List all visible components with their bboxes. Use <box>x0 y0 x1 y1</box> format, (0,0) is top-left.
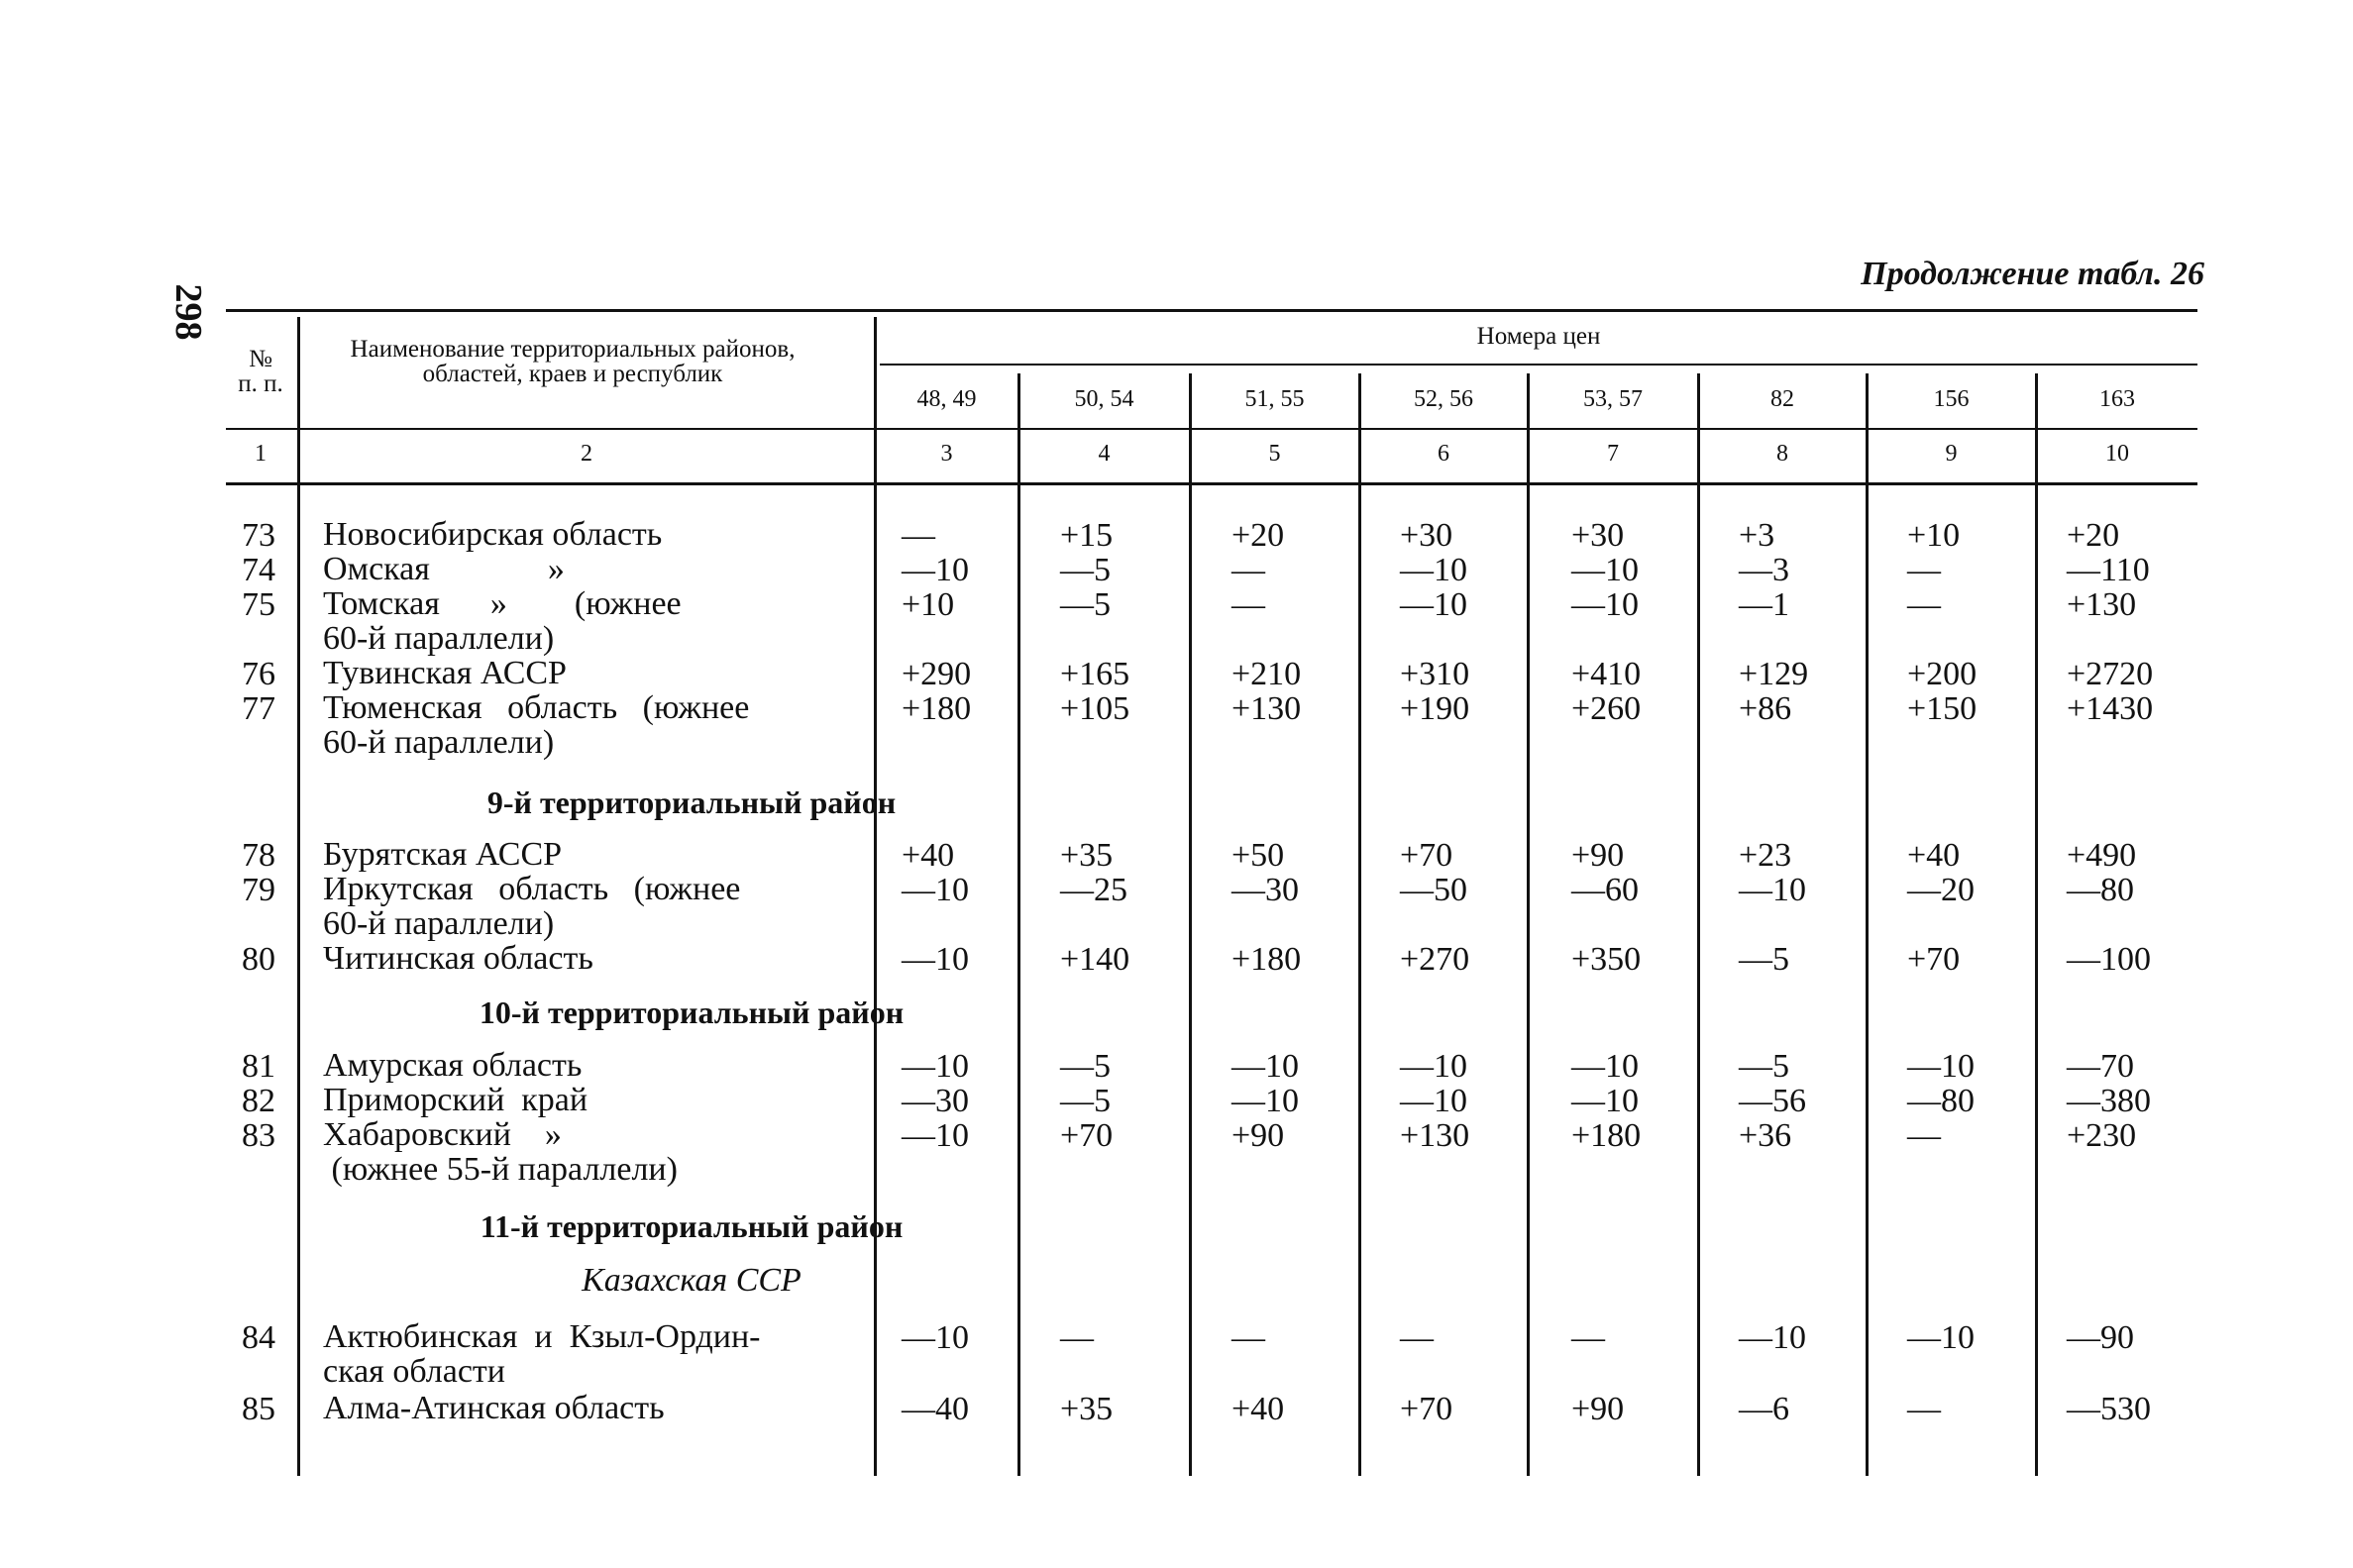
header-price-col: 82 <box>1770 386 1794 412</box>
price-change-value: +129 <box>1739 656 1809 692</box>
territorial-district-heading: 11-й территориальный район <box>480 1208 904 1244</box>
price-change-value: +15 <box>1060 517 1114 554</box>
price-change-value: —3 <box>1739 552 1789 588</box>
price-change-value: +3 <box>1739 517 1775 554</box>
region-name-line: Алма-Атинская область <box>323 1390 665 1426</box>
price-change-value: —10 <box>1907 1319 1975 1356</box>
price-change-value: —10 <box>1400 1083 1467 1119</box>
price-change-value: —10 <box>1571 1048 1639 1085</box>
price-change-value: +2720 <box>2067 656 2154 692</box>
price-change-value: +130 <box>2067 586 2137 623</box>
region-name-line: Амурская область <box>323 1047 583 1084</box>
price-change-value: —100 <box>2067 941 2151 978</box>
price-change-value: +180 <box>1231 941 1302 978</box>
price-change-value: +310 <box>1400 656 1470 692</box>
column-index: 5 <box>1268 441 1281 467</box>
col-divider <box>1358 373 1361 1476</box>
price-change-value: — <box>1231 586 1265 623</box>
region-name-line: Тюменская область (южнее <box>323 689 750 726</box>
price-change-value: —1 <box>1739 586 1789 623</box>
region-name-line: Читинская область <box>323 940 593 977</box>
price-change-value: —530 <box>2067 1391 2151 1427</box>
row-number: 73 <box>242 517 275 554</box>
price-change-value: +270 <box>1400 941 1470 978</box>
header-price-col: 52, 56 <box>1414 386 1473 412</box>
index-bottom-rule <box>226 482 2197 485</box>
price-change-value: —10 <box>1571 586 1639 623</box>
region-name <box>323 586 858 656</box>
price-change-value: +23 <box>1739 837 1792 874</box>
price-change-value: +190 <box>1400 690 1470 727</box>
price-change-value: —56 <box>1739 1083 1806 1119</box>
region-name-line: Тувинская АССР <box>323 655 567 691</box>
price-change-value: +230 <box>2067 1117 2137 1154</box>
price-change-value: —10 <box>902 872 969 908</box>
row-number: 76 <box>242 656 275 692</box>
row-number: 77 <box>242 690 275 727</box>
region-name <box>323 1048 858 1083</box>
price-change-value: +36 <box>1739 1117 1792 1154</box>
header-price-col: 51, 55 <box>1244 386 1305 412</box>
price-change-value: — <box>1231 1319 1265 1356</box>
price-change-value: — <box>902 517 935 554</box>
row-number: 81 <box>242 1048 275 1085</box>
header-price-col: 156 <box>1933 386 1970 412</box>
price-change-value: —5 <box>1739 1048 1789 1085</box>
header-price-col: 163 <box>2099 386 2135 412</box>
header-bottom-rule <box>226 428 2197 430</box>
price-change-value: +140 <box>1060 941 1130 978</box>
row-number: 85 <box>242 1391 275 1427</box>
price-change-value: +105 <box>1060 690 1130 727</box>
price-change-value: —10 <box>1400 552 1467 588</box>
price-change-value: — <box>1571 1319 1605 1356</box>
region-name-line: Актюбинская и Кзыл-Ордин- <box>323 1318 761 1355</box>
price-change-value: +20 <box>1231 517 1285 554</box>
region-name <box>323 1319 858 1389</box>
price-change-value: — <box>1231 552 1265 588</box>
header-row-number: № п. п. <box>238 346 283 397</box>
region-name-line: Хабаровский » <box>323 1116 562 1153</box>
col-divider <box>1189 373 1192 1476</box>
price-header-rule <box>880 364 2197 366</box>
price-change-value: —10 <box>1571 1083 1639 1119</box>
price-change-value: +490 <box>2067 837 2137 874</box>
region-name-line: Иркутская область (южнее <box>323 871 741 907</box>
region-name-line: 60-й параллели) <box>323 905 555 942</box>
territorial-district-heading: 10-й территориальный район <box>479 994 905 1030</box>
price-change-value: +40 <box>1231 1391 1285 1427</box>
price-change-value: +86 <box>1739 690 1792 727</box>
price-change-value: — <box>1060 1319 1094 1356</box>
header-price-col: 50, 54 <box>1074 386 1134 412</box>
price-change-value: —110 <box>2067 552 2150 588</box>
price-change-value: —6 <box>1739 1391 1789 1427</box>
price-change-value: —380 <box>2067 1083 2151 1119</box>
price-change-value: —5 <box>1060 1048 1111 1085</box>
region-name-line: Бурятская АССР <box>323 836 563 873</box>
column-index: 8 <box>1776 441 1788 467</box>
price-change-value: +130 <box>1400 1117 1470 1154</box>
col-divider <box>1866 373 1869 1476</box>
price-change-value: —80 <box>1907 1083 1975 1119</box>
row-number: 80 <box>242 941 275 978</box>
col-divider <box>1697 373 1700 1476</box>
header-price-col: 48, 49 <box>916 386 977 412</box>
column-index: 7 <box>1607 441 1619 467</box>
region-name <box>323 1391 858 1425</box>
price-change-value: +70 <box>1400 837 1453 874</box>
price-change-value: —10 <box>1739 872 1806 908</box>
price-change-value: —10 <box>1231 1083 1299 1119</box>
price-change-value: — <box>1400 1319 1434 1356</box>
region-name <box>323 837 858 872</box>
price-change-value: +30 <box>1400 517 1453 554</box>
price-change-value: +410 <box>1571 656 1642 692</box>
region-name <box>323 941 858 976</box>
price-change-value: —10 <box>1400 586 1467 623</box>
region-name-line: ская области <box>323 1353 505 1390</box>
price-change-value: +350 <box>1571 941 1642 978</box>
price-change-value: —10 <box>1231 1048 1299 1085</box>
column-index: 4 <box>1098 441 1111 467</box>
region-name <box>323 1117 858 1187</box>
region-name-line: 60-й параллели) <box>323 724 555 761</box>
region-name-line: Томская » (южнее <box>323 585 682 622</box>
price-change-value: — <box>1907 586 1941 623</box>
col-divider <box>874 317 877 1476</box>
column-index: 3 <box>940 441 953 467</box>
region-name-line: (южнее 55-й параллели) <box>323 1151 678 1188</box>
col-divider <box>1017 373 1020 1476</box>
price-change-value: +70 <box>1400 1391 1453 1427</box>
price-change-value: —10 <box>902 552 969 588</box>
col-divider <box>1527 373 1530 1476</box>
price-change-value: +50 <box>1231 837 1285 874</box>
price-change-value: —90 <box>2067 1319 2134 1356</box>
table-continuation-caption: Продолжение табл. 26 <box>1861 256 2204 292</box>
header-region-name: Наименование территориальных районов, областей, краев и республик <box>350 336 796 387</box>
region-name <box>323 656 858 690</box>
price-change-value: —60 <box>1571 872 1639 908</box>
price-change-value: —50 <box>1400 872 1467 908</box>
republic-subheading: Казахская ССР <box>582 1262 802 1299</box>
price-change-value: —5 <box>1060 586 1111 623</box>
top-rule <box>226 309 2197 312</box>
region-name <box>323 517 858 552</box>
price-change-value: —5 <box>1060 1083 1111 1119</box>
row-number: 84 <box>242 1319 275 1356</box>
row-number: 82 <box>242 1083 275 1119</box>
region-name-line: Новосибирская область <box>323 516 663 553</box>
price-change-value: +40 <box>1907 837 1961 874</box>
price-change-value: — <box>1907 1391 1941 1427</box>
region-name <box>323 552 858 586</box>
price-change-value: —10 <box>1907 1048 1975 1085</box>
price-change-value: —30 <box>902 1083 969 1119</box>
row-number: 83 <box>242 1117 275 1154</box>
price-change-value: —25 <box>1060 872 1127 908</box>
price-change-value: — <box>1907 552 1941 588</box>
region-name <box>323 872 858 941</box>
price-change-value: +10 <box>1907 517 1961 554</box>
price-change-value: +130 <box>1231 690 1302 727</box>
price-change-value: +30 <box>1571 517 1625 554</box>
price-change-value: +90 <box>1571 1391 1625 1427</box>
price-change-value: +90 <box>1571 837 1625 874</box>
price-change-value: +1430 <box>2067 690 2154 727</box>
price-change-value: —10 <box>902 1117 969 1154</box>
price-change-value: —5 <box>1739 941 1789 978</box>
price-change-value: —70 <box>2067 1048 2134 1085</box>
column-index: 10 <box>2105 441 2129 467</box>
region-name-line: Приморский край <box>323 1082 588 1118</box>
region-name <box>323 690 858 760</box>
price-change-value: +210 <box>1231 656 1302 692</box>
row-number: 75 <box>242 586 275 623</box>
row-number: 74 <box>242 552 275 588</box>
page-number: 298 <box>167 283 209 341</box>
price-change-value: +10 <box>902 586 955 623</box>
region-name-line: Омская » <box>323 551 565 587</box>
price-change-value: +20 <box>2067 517 2120 554</box>
price-change-value: —20 <box>1907 872 1975 908</box>
price-change-value: —10 <box>1571 552 1639 588</box>
price-change-value: +70 <box>1060 1117 1114 1154</box>
column-index: 1 <box>255 441 267 467</box>
price-change-value: +35 <box>1060 837 1114 874</box>
price-change-value: +290 <box>902 656 972 692</box>
price-change-value: —30 <box>1231 872 1299 908</box>
price-change-value: +90 <box>1231 1117 1285 1154</box>
price-change-value: +70 <box>1907 941 1961 978</box>
price-change-value: —10 <box>1400 1048 1467 1085</box>
price-change-value: — <box>1907 1117 1941 1154</box>
price-change-value: +180 <box>1571 1117 1642 1154</box>
price-change-value: +40 <box>902 837 955 874</box>
territorial-district-heading: 9-й территориальный район <box>486 784 897 820</box>
row-number: 78 <box>242 837 275 874</box>
price-change-value: +180 <box>902 690 972 727</box>
price-change-value: —10 <box>1739 1319 1806 1356</box>
price-change-value: +200 <box>1907 656 1978 692</box>
column-index: 6 <box>1438 441 1449 467</box>
header-price-col: 53, 57 <box>1583 386 1643 412</box>
col-divider <box>2035 373 2038 1476</box>
price-change-value: +165 <box>1060 656 1130 692</box>
price-change-value: +35 <box>1060 1391 1114 1427</box>
price-change-value: +150 <box>1907 690 1978 727</box>
price-change-value: —10 <box>902 1319 969 1356</box>
region-name-line: 60-й параллели) <box>323 620 555 657</box>
price-change-value: —5 <box>1060 552 1111 588</box>
column-index: 2 <box>581 441 592 467</box>
price-change-value: +260 <box>1571 690 1642 727</box>
row-number: 79 <box>242 872 275 908</box>
price-change-value: —80 <box>2067 872 2134 908</box>
column-index: 9 <box>1945 441 1958 467</box>
region-name <box>323 1083 858 1117</box>
price-change-value: —10 <box>902 1048 969 1085</box>
price-change-value: —10 <box>902 941 969 978</box>
price-change-value: —40 <box>902 1391 969 1427</box>
col-divider <box>297 317 300 1476</box>
header-price-numbers: Номера цен <box>1476 323 1601 350</box>
